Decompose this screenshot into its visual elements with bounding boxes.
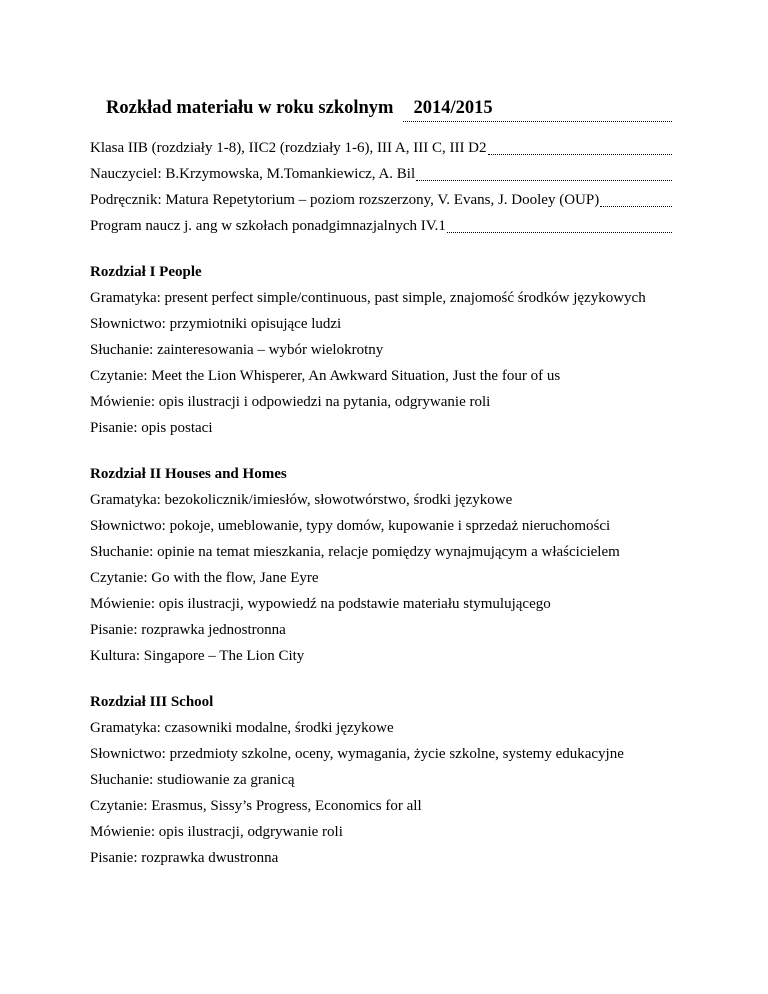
chapter-3-line: Słuchanie: studiowanie za granicą: [90, 772, 295, 788]
dotted-fill: [488, 141, 672, 155]
textbook-line: [90, 190, 672, 210]
dotted-fill: [600, 193, 672, 207]
chapter-1-line: Pisanie: opis postaci: [90, 420, 213, 436]
chapter-3-line: Czytanie: Erasmus, Sissy’s Progress, Economics for all: [90, 798, 422, 814]
textbook-text: Podręcznik: Matura Repetytorium – poziom rozszerzony, V. Evans, J. Dooley (OUP): [90, 192, 600, 208]
class-text: Klasa IIB (rozdziały 1-8), IIC2 (rozdziały 1-6), III A, III C, III D2: [90, 140, 487, 156]
chapter-3-heading: Rozdział III School: [90, 694, 214, 710]
chapter-1-line: Słownictwo: przymiotniki opisujące ludzi: [90, 316, 342, 332]
teacher-line: [90, 164, 672, 184]
school-year: 2014/2015: [413, 98, 493, 118]
chapter-2-line: Czytanie: Go with the flow, Jane Eyre: [90, 570, 319, 586]
chapter-2-line: Słownictwo: pokoje, umeblowanie, typy domów, kupowanie i sprzedaż nieruchomości: [90, 518, 611, 534]
chapter-1-line: Mówienie: opis ilustracji i odpowiedzi na pytania, odgrywanie roli: [90, 394, 491, 410]
chapter-3-line: Słownictwo: przedmioty szkolne, oceny, wymagania, życie szkolne, systemy edukacyjne: [90, 746, 624, 762]
dotted-fill: [447, 219, 672, 233]
chapter-2-line: Kultura: Singapore – The Lion City: [90, 648, 305, 664]
chapter-1-line: Słuchanie: zainteresowania – wybór wielokrotny: [90, 342, 384, 358]
chapter-3-line: Mówienie: opis ilustracji, odgrywanie roli: [90, 824, 343, 840]
chapter-1-heading: Rozdział I People: [90, 264, 202, 280]
title-year-field: [403, 96, 672, 122]
chapter-2-line: Gramatyka: bezokolicznik/imiesłów, słowotwórstwo, środki językowe: [90, 492, 513, 508]
teacher-text: Nauczyciel: B.Krzymowska, M.Tomankiewicz, A. Bil: [90, 166, 416, 182]
chapter-3-line: Gramatyka: czasowniki modalne, środki językowe: [90, 720, 394, 736]
dotted-fill: [416, 167, 672, 181]
document-title: [106, 96, 672, 122]
chapter-1-line: Gramatyka: present perfect simple/continuous, past simple, znajomość środków językowych: [90, 290, 646, 306]
chapter-1-line: Czytanie: Meet the Lion Whisperer, An Awkward Situation, Just the four of us: [90, 368, 561, 384]
chapter-2-heading: Rozdział II Houses and Homes: [90, 466, 287, 482]
chapter-2-line: Pisanie: rozprawka jednostronna: [90, 622, 286, 638]
chapter-2-line: Słuchanie: opinie na temat mieszkania, relacje pomiędzy wynajmującym a właścicielem: [90, 544, 620, 560]
chapter-3-line: Pisanie: rozprawka dwustronna: [90, 850, 279, 866]
program-line: [90, 216, 672, 236]
program-text: Program naucz j. ang w szkołach ponadgimnazjalnych IV.1: [90, 218, 446, 234]
class-line: [90, 138, 672, 158]
chapter-2-line: Mówienie: opis ilustracji, wypowiedź na podstawie materiału stymulującego: [90, 596, 551, 612]
title-label: Rozkład materiału w roku szkolnym: [106, 98, 394, 118]
